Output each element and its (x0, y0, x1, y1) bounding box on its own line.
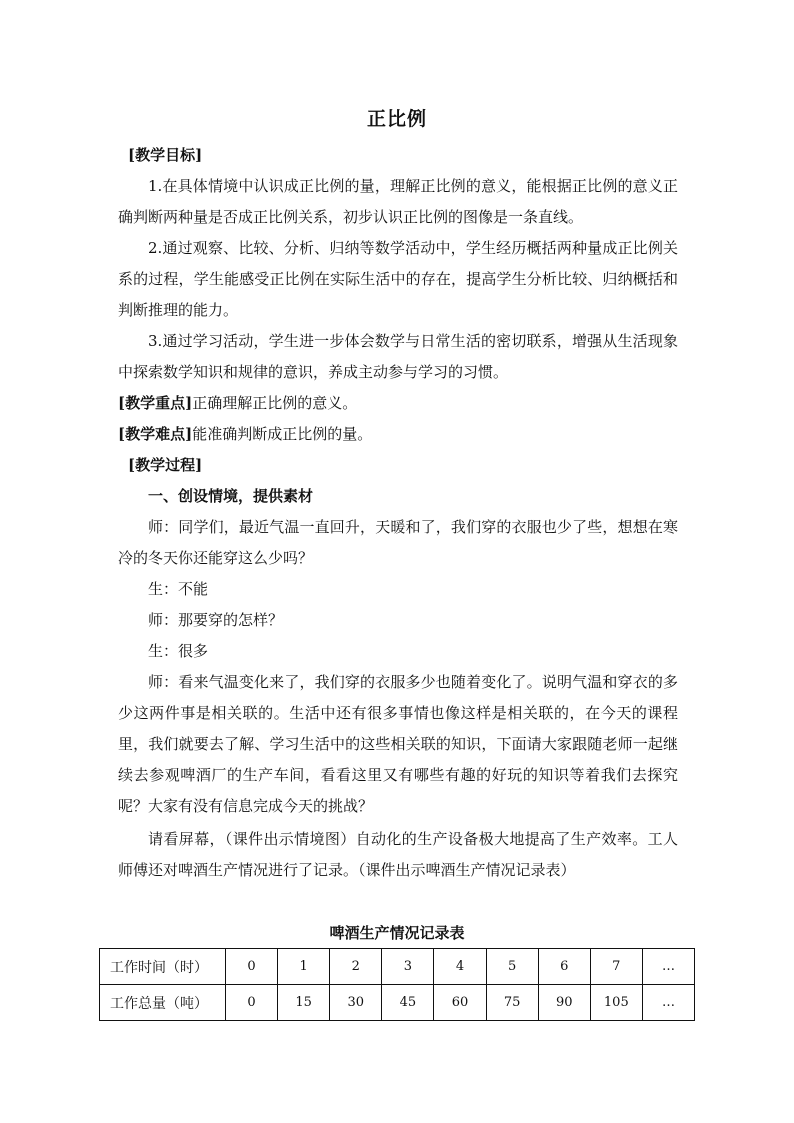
section1-heading: 一、创设情境，提供素材 (148, 487, 314, 505)
dialogue-3: 师：那要穿的怎样？ (148, 611, 284, 629)
key-point-text: 正确理解正比例的意义。 (192, 394, 358, 412)
dialogue-4: 生：很多 (148, 642, 209, 660)
process-heading: [教学过程] (128, 456, 203, 474)
key-point-label: [教学重点] (118, 394, 193, 412)
row-header-time: 工作时间（时） (100, 949, 226, 985)
page-title: 正比例 (366, 108, 427, 130)
table-cell: … (642, 985, 694, 1021)
objective-1: 1.在具体情境中认识成正比例的量，理解正比例的意义，能根据正比例的意义正确判断两种量是否成正比例关系，初步认识正比例的图像是一条直线。 (118, 177, 678, 226)
table-cell: 0 (226, 949, 278, 985)
difficult-point (118, 419, 678, 450)
objectives-heading: [教学目标] (128, 146, 203, 164)
row-header-total: 工作总量（吨） (100, 985, 226, 1021)
table-cell: 4 (434, 949, 486, 985)
difficult-point-text: 能准确判断成正比例的量。 (192, 425, 373, 443)
table-cell: 3 (382, 949, 434, 985)
table-cell: 30 (330, 985, 382, 1021)
table-cell: 60 (434, 985, 486, 1021)
table-cell: 45 (382, 985, 434, 1021)
key-point (118, 388, 678, 419)
table-row (100, 985, 695, 1021)
table-cell: 75 (486, 985, 538, 1021)
difficult-point-label: [教学难点] (118, 425, 193, 443)
dialogue-6: 请看屏幕，（课件出示情境图）自动化的生产设备极大地提高了生产效率。工人师傅还对啤酒生产情况进行了记录。（课件出示啤酒生产情况记录表） (118, 830, 678, 879)
dialogue-1: 师：同学们，最近气温一直回升，天暖和了，我们穿的衣服也少了些，想想在寒冷的冬天你还能穿这么少吗？ (118, 518, 678, 567)
table-cell: 7 (590, 949, 642, 985)
dialogue-5: 师：看来气温变化来了，我们穿的衣服多少也随着变化了。说明气温和穿衣的多少这两件事是相关联的。生活中还有很多事情也像这样是相关联的，在今天的课程里，我们就要去了解、学习生活中的这些相关联的知识，下面请大家跟随老师一起继续去参观啤酒厂的生产车间，看看这里又有哪些有趣的好玩的知识等着我们去探究呢？大家有没有信息完成今天的挑战？ (118, 673, 678, 815)
table-cell: … (642, 949, 694, 985)
table-cell: 15 (278, 985, 330, 1021)
objective-3: 3.通过学习活动，学生进一步体会数学与日常生活的密切联系，增强从生活现象中探索数学知识和规律的意识，养成主动参与学习的习惯。 (118, 332, 678, 381)
table-cell: 6 (538, 949, 590, 985)
table-cell: 0 (226, 985, 278, 1021)
objective-2: 2.通过观察、比较、分析、归纳等数学活动中，学生经历概括两种量成正比例关系的过程，学生能感受正比例在实际生活中的存在，提高学生分析比较、归纳概括和判断推理的能力。 (118, 239, 678, 319)
table-caption: 啤酒生产情况记录表 (329, 924, 465, 942)
dialogue-2: 生：不能 (148, 580, 209, 598)
table-cell: 105 (590, 985, 642, 1021)
table-cell: 1 (278, 949, 330, 985)
production-record-table (99, 948, 695, 1021)
table-cell: 2 (330, 949, 382, 985)
table-cell: 90 (538, 985, 590, 1021)
table-cell: 5 (486, 949, 538, 985)
table-row (100, 949, 695, 985)
